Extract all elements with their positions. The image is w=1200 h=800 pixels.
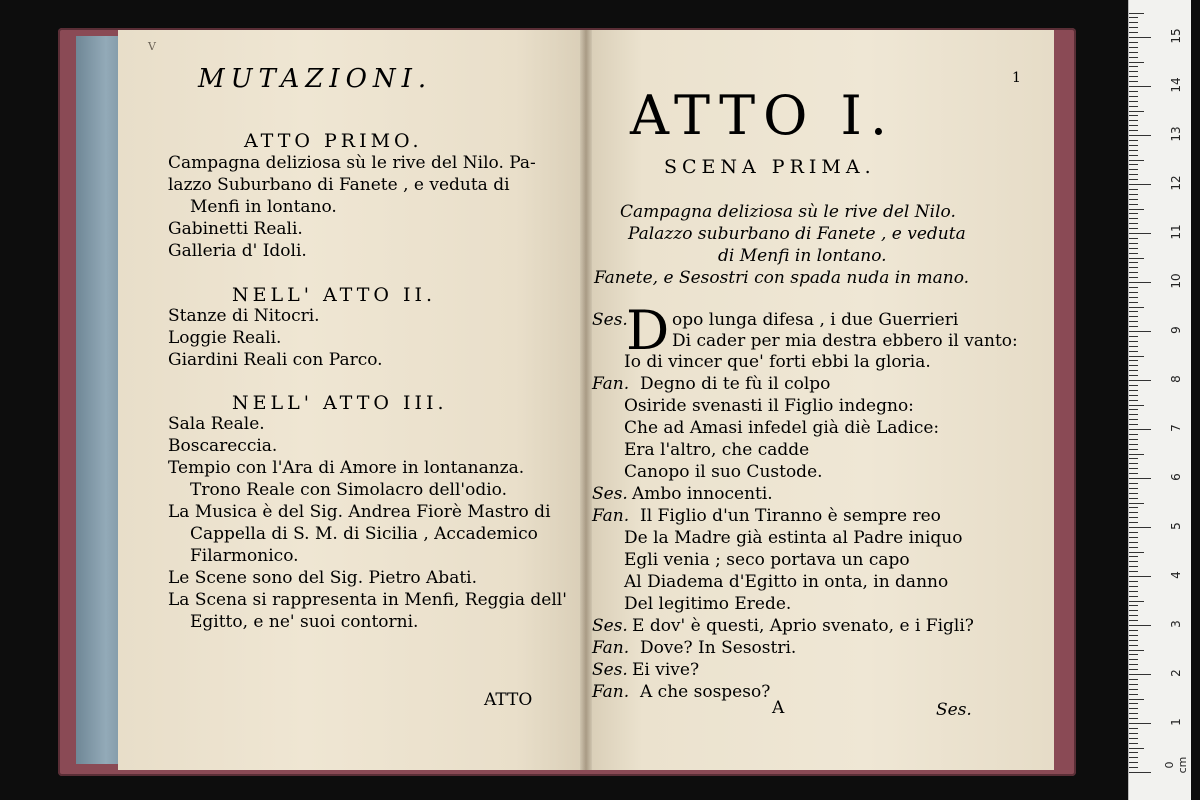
ruler-tick	[1129, 395, 1138, 396]
ruler-tick	[1129, 405, 1144, 406]
ruler-tick	[1129, 458, 1138, 459]
ruler-tick	[1129, 380, 1151, 381]
ruler-tick	[1129, 522, 1138, 523]
ruler-tick	[1129, 331, 1151, 332]
ruler-tick	[1129, 409, 1138, 410]
ruler-tick	[1129, 694, 1138, 695]
dialogue-line: Canopo il suo Custode.	[624, 462, 823, 482]
ruler-tick	[1129, 174, 1138, 175]
dialogue-line: Ei vive?	[632, 660, 700, 680]
text-line: lazzo Suburbano di Fanete , e veduta di	[168, 175, 510, 195]
ruler-tick	[1129, 738, 1138, 739]
ruler-unit-label: 0 cm	[1163, 756, 1189, 774]
ruler-tick	[1129, 17, 1138, 18]
ruler-tick	[1129, 547, 1138, 548]
ruler-tick	[1129, 625, 1151, 626]
ruler-tick	[1129, 375, 1138, 376]
text-line: Cappella di S. M. di Sicilia , Accademico	[190, 524, 538, 544]
ruler-tick	[1129, 160, 1144, 161]
dialogue-line: Egli venia ; seco portava un capo	[624, 550, 910, 570]
ruler-tick	[1129, 370, 1138, 371]
text-line: Campagna deliziosa sù le rive del Nilo. Pa-	[168, 153, 536, 173]
ruler-tick	[1129, 125, 1138, 126]
ruler-tick	[1129, 262, 1138, 263]
text-line: La Scena si rappresenta in Menfi, Reggia dell'	[168, 590, 567, 610]
ruler-tick	[1129, 27, 1138, 28]
ruler-tick	[1129, 733, 1138, 734]
ruler-tick	[1129, 213, 1138, 214]
catchword: ATTO	[484, 690, 533, 710]
ruler-tick	[1129, 478, 1151, 479]
ruler-tick	[1129, 748, 1144, 749]
ruler-tick	[1129, 81, 1138, 82]
ruler-tick	[1129, 483, 1138, 484]
ruler-tick	[1129, 111, 1144, 112]
ruler-tick	[1129, 253, 1138, 254]
dialogue-line: A che sospeso?	[640, 682, 771, 702]
text-line: Stanze di Nitocri.	[168, 306, 320, 326]
speaker-label: Ses.	[592, 310, 628, 330]
ruler-tick	[1129, 503, 1144, 504]
ruler-tick	[1129, 576, 1151, 577]
ruler-tick	[1129, 434, 1138, 435]
ruler-tick	[1129, 209, 1144, 210]
ruler-number: 10	[1169, 273, 1183, 289]
ruler-tick	[1129, 37, 1151, 38]
ruler-tick	[1129, 115, 1138, 116]
text-line: Loggie Reali.	[168, 328, 282, 348]
ruler-number: 3	[1169, 620, 1183, 628]
dialogue-line: Che ad Amasi infedel già diè Ladice:	[624, 418, 940, 438]
ruler-tick	[1129, 351, 1138, 352]
ruler-tick	[1129, 86, 1151, 87]
text-line: Giardini Reali con Parco.	[168, 350, 383, 370]
ruler-tick	[1129, 267, 1138, 268]
ruler-tick	[1129, 316, 1138, 317]
ruler-number: 12	[1169, 175, 1183, 191]
ruler-tick	[1129, 517, 1138, 518]
text-line: Filarmonico.	[190, 546, 299, 566]
signature-mark: A	[772, 698, 785, 718]
ruler-tick	[1129, 346, 1138, 347]
ruler-tick	[1129, 635, 1138, 636]
ruler-tick	[1129, 527, 1151, 528]
dialogue-line: Degno di te fù il colpo	[640, 374, 831, 394]
ruler-tick	[1129, 385, 1138, 386]
ruler-tick	[1129, 468, 1138, 469]
speaker-label: Fan.	[592, 374, 630, 394]
ruler-tick	[1129, 615, 1138, 616]
dialogue-line: Di cader per mia destra ebbero il vanto:	[672, 331, 1018, 351]
ruler-tick	[1129, 723, 1151, 724]
text-line: Egitto, e ne' suoi contorni.	[190, 612, 419, 632]
speaker-label: Ses.	[592, 660, 628, 680]
ruler-tick	[1129, 699, 1144, 700]
ruler-number: 9	[1169, 326, 1183, 334]
ruler-tick	[1129, 454, 1144, 455]
ruler-tick	[1129, 91, 1138, 92]
dialogue-line: Dove? In Sesostri.	[640, 638, 797, 658]
ruler-tick	[1129, 586, 1138, 587]
text-line: Trono Reale con Simolacro dell'odio.	[190, 480, 507, 500]
text-line: Le Scene sono del Sig. Pietro Abati.	[168, 568, 477, 588]
ruler-tick	[1129, 311, 1138, 312]
book-gutter	[580, 30, 592, 770]
ruler-number: 15	[1169, 28, 1183, 44]
ruler-tick	[1129, 605, 1138, 606]
ruler-tick	[1129, 292, 1138, 293]
ruler-tick	[1129, 591, 1138, 592]
text-line: Boscareccia.	[168, 436, 278, 456]
ruler-tick	[1129, 326, 1138, 327]
ruler-tick	[1129, 532, 1138, 533]
page-number: 1	[1012, 70, 1021, 86]
scene-heading: SCENA PRIMA.	[664, 156, 876, 178]
stage-direction: di Menfi in lontano.	[718, 246, 887, 266]
ruler-tick	[1129, 542, 1138, 543]
ruler-tick	[1129, 439, 1138, 440]
ruler-tick	[1129, 66, 1138, 67]
ruler-tick	[1129, 772, 1151, 773]
ruler-tick	[1129, 463, 1138, 464]
dialogue-line: Osiride svenasti il Figlio indegno:	[624, 396, 914, 416]
ruler-tick	[1129, 194, 1138, 195]
ruler-tick	[1129, 164, 1138, 165]
dialogue-line: De la Madre già estinta al Padre iniquo	[624, 528, 963, 548]
ruler-tick	[1129, 336, 1138, 337]
ruler-tick	[1129, 218, 1138, 219]
ruler-tick	[1129, 135, 1151, 136]
section-heading-atto-ii: NELL' ATTO II.	[232, 284, 437, 306]
ruler-tick	[1129, 238, 1138, 239]
dialogue-line: Io di vincer que' forti ebbi la gloria.	[624, 352, 931, 372]
ruler-tick	[1129, 321, 1138, 322]
ruler-tick	[1129, 76, 1138, 77]
ruler-tick	[1129, 297, 1138, 298]
speaker-label: Ses.	[592, 616, 628, 636]
text-line: Menfi in lontano.	[190, 197, 337, 217]
ruler-tick	[1129, 664, 1138, 665]
ruler-tick	[1129, 728, 1138, 729]
ruler-tick	[1129, 640, 1138, 641]
ruler-tick	[1129, 659, 1138, 660]
ruler-tick	[1129, 713, 1138, 714]
ruler-tick	[1129, 307, 1144, 308]
ruler-tick	[1129, 243, 1138, 244]
ruler-tick	[1129, 703, 1138, 704]
ruler-tick	[1129, 650, 1144, 651]
ruler-tick	[1129, 679, 1138, 680]
ruler-tick	[1129, 414, 1138, 415]
dialogue-line: Al Diadema d'Egitto in onta, in danno	[624, 572, 949, 592]
ruler-tick	[1129, 596, 1138, 597]
ruler-tick	[1129, 689, 1138, 690]
ruler-number: 13	[1169, 126, 1183, 142]
ruler-tick	[1129, 356, 1144, 357]
dialogue-line: opo lunga difesa , i due Guerrieri	[672, 310, 959, 330]
ruler-tick	[1129, 645, 1138, 646]
speaker-label: Ses.	[592, 484, 628, 504]
ruler-tick	[1129, 708, 1138, 709]
ruler-tick	[1129, 189, 1138, 190]
measurement-ruler	[1128, 0, 1191, 800]
section-heading-atto-primo: ATTO PRIMO.	[244, 130, 423, 152]
ruler-number: 4	[1169, 571, 1183, 579]
ruler-tick	[1129, 610, 1138, 611]
ruler-tick	[1129, 277, 1138, 278]
ruler-tick	[1129, 743, 1138, 744]
ruler-tick	[1129, 752, 1138, 753]
ruler-tick	[1129, 272, 1138, 273]
ruler-tick	[1129, 96, 1138, 97]
ruler-tick	[1129, 47, 1138, 48]
ruler-tick	[1129, 669, 1138, 670]
ruler-tick	[1129, 199, 1138, 200]
ruler-tick	[1129, 52, 1138, 53]
ruler-tick	[1129, 228, 1138, 229]
text-line: Sala Reale.	[168, 414, 265, 434]
text-line: Tempio con l'Ara di Amore in lontananza.	[168, 458, 525, 478]
corner-mark: V	[148, 40, 156, 53]
text-line: Galleria d' Idoli.	[168, 241, 307, 261]
ruler-number: 7	[1169, 424, 1183, 432]
speaker-label: Fan.	[592, 638, 630, 658]
ruler-tick	[1129, 22, 1138, 23]
ruler-tick	[1129, 498, 1138, 499]
ruler-tick	[1129, 101, 1138, 102]
ruler-tick	[1129, 581, 1138, 582]
ruler-tick	[1129, 561, 1138, 562]
ruler-tick	[1129, 444, 1138, 445]
ruler-tick	[1129, 429, 1151, 430]
ruler-tick	[1129, 145, 1138, 146]
ruler-tick	[1129, 767, 1138, 768]
drop-capital: D	[626, 299, 670, 362]
ruler-tick	[1129, 757, 1138, 758]
page-title: MUTAZIONI.	[198, 64, 433, 94]
ruler-tick	[1129, 223, 1138, 224]
dialogue-line: Del legitimo Erede.	[624, 594, 792, 614]
ruler-tick	[1129, 179, 1138, 180]
ruler-tick	[1129, 13, 1144, 14]
ruler-tick	[1129, 169, 1138, 170]
ruler-tick	[1129, 449, 1138, 450]
ruler-tick	[1129, 762, 1138, 763]
ruler-tick	[1129, 57, 1138, 58]
stage-direction: Fanete, e Sesostri con spada nuda in mano.	[594, 268, 970, 288]
ruler-number: 5	[1169, 522, 1183, 530]
ruler-tick	[1129, 674, 1151, 675]
ruler-tick	[1129, 155, 1138, 156]
ruler-tick	[1129, 620, 1138, 621]
ruler-tick	[1129, 302, 1138, 303]
stage-direction: Palazzo suburbano di Fanete , e veduta	[628, 224, 966, 244]
ruler-tick	[1129, 32, 1138, 33]
text-line: Gabinetti Reali.	[168, 219, 303, 239]
ruler-tick	[1129, 654, 1138, 655]
ruler-tick	[1129, 512, 1138, 513]
ruler-tick	[1129, 233, 1151, 234]
ruler-tick	[1129, 390, 1138, 391]
ruler-tick	[1129, 42, 1138, 43]
catchword: Ses.	[936, 700, 972, 720]
ruler-tick	[1129, 184, 1151, 185]
ruler-tick	[1129, 400, 1138, 401]
ruler-number: 1	[1169, 718, 1183, 726]
stage-direction: Campagna deliziosa sù le rive del Nilo.	[620, 202, 956, 222]
ruler-tick	[1129, 718, 1138, 719]
ruler-tick	[1129, 556, 1138, 557]
ruler-tick	[1129, 571, 1138, 572]
dialogue-line: Ambo innocenti.	[632, 484, 773, 504]
ruler-tick	[1129, 130, 1138, 131]
ruler-tick	[1129, 248, 1138, 249]
ruler-tick	[1129, 341, 1138, 342]
ruler-tick	[1129, 62, 1144, 63]
ruler-tick	[1129, 150, 1138, 151]
section-heading-atto-iii: NELL' ATTO III.	[232, 392, 448, 414]
ruler-tick	[1129, 204, 1138, 205]
ruler-tick	[1129, 630, 1138, 631]
ruler-tick	[1129, 140, 1138, 141]
ruler-tick	[1129, 287, 1138, 288]
dialogue-line: Il Figlio d'un Tiranno è sempre reo	[640, 506, 941, 526]
ruler-number: 6	[1169, 473, 1183, 481]
ruler-tick	[1129, 106, 1138, 107]
ruler-number: 14	[1169, 77, 1183, 93]
dialogue-line: E dov' è questi, Aprio svenato, e i Figli?	[632, 616, 974, 636]
ruler-tick	[1129, 258, 1144, 259]
speaker-label: Fan.	[592, 506, 630, 526]
ruler-tick	[1129, 488, 1138, 489]
ruler-tick	[1129, 552, 1144, 553]
ruler-tick	[1129, 537, 1138, 538]
act-title: ATTO I.	[630, 84, 896, 147]
ruler-tick	[1129, 493, 1138, 494]
ruler-tick	[1129, 365, 1138, 366]
ruler-tick	[1129, 601, 1144, 602]
ruler-tick	[1129, 71, 1138, 72]
ruler-number: 8	[1169, 375, 1183, 383]
speaker-label: Fan.	[592, 682, 630, 702]
ruler-number: 2	[1169, 669, 1183, 677]
ruler-tick	[1129, 282, 1151, 283]
ruler-tick	[1129, 507, 1138, 508]
ruler-tick	[1129, 360, 1138, 361]
text-line: La Musica è del Sig. Andrea Fiorè Mastro di	[168, 502, 551, 522]
ruler-tick	[1129, 566, 1138, 567]
ruler-tick	[1129, 424, 1138, 425]
ruler-tick	[1129, 684, 1138, 685]
ruler-tick	[1129, 473, 1138, 474]
ruler-tick	[1129, 419, 1138, 420]
ruler-tick	[1129, 120, 1138, 121]
dialogue-line: Era l'altro, che cadde	[624, 440, 810, 460]
ruler-number: 11	[1169, 224, 1183, 240]
